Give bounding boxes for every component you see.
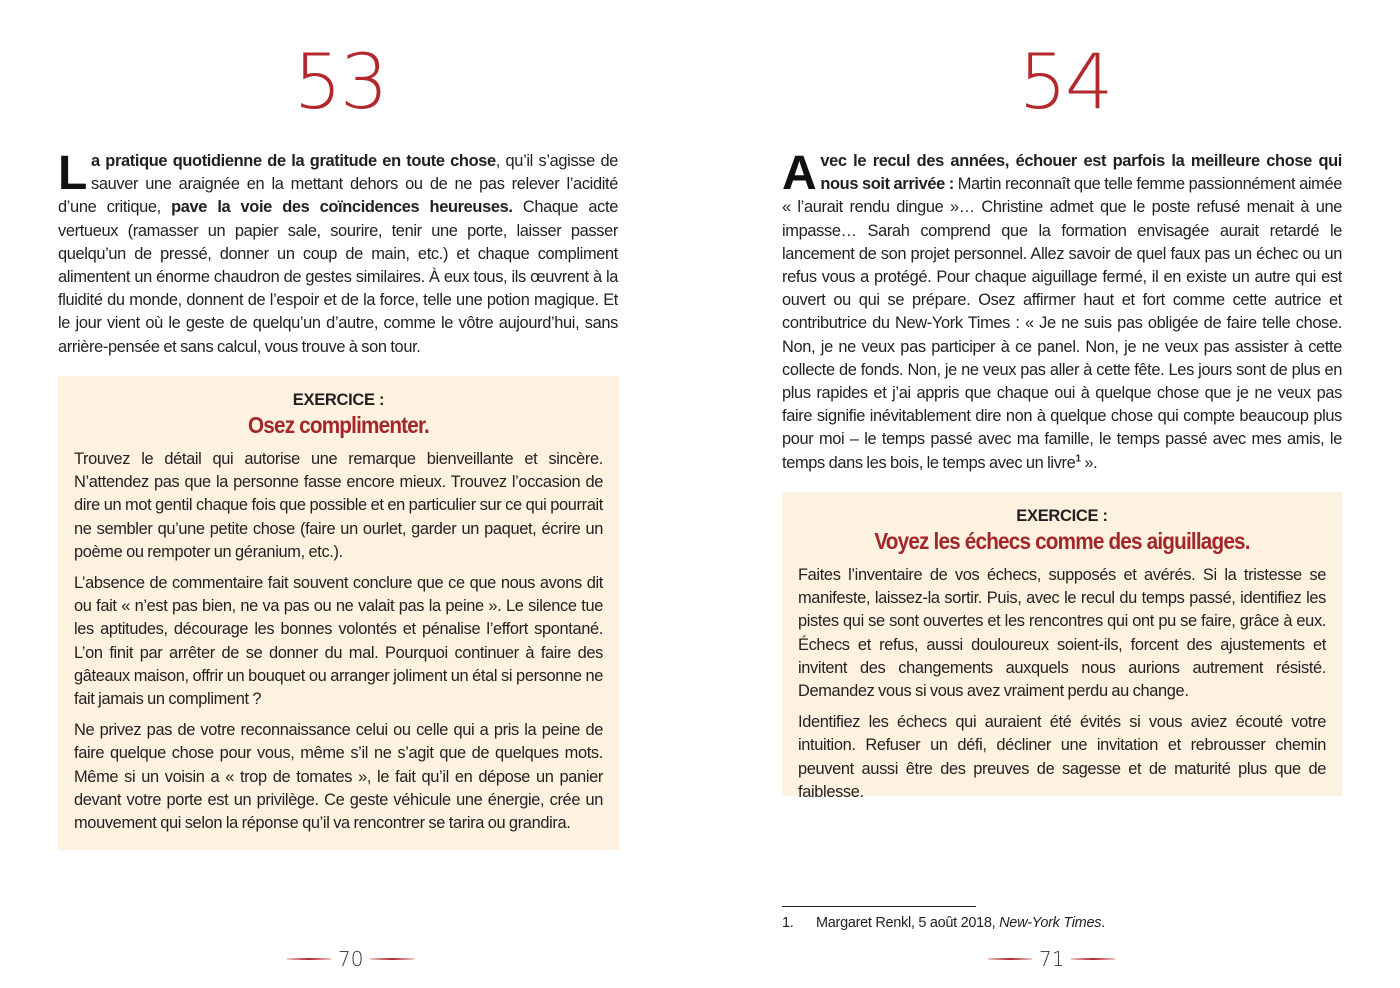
footnote xyxy=(782,914,1105,932)
exercise-paragraph: Trouvez le détail qui autorise une remarque bienveillante et sincère. N’attendez pas que la personne fasse encore mieux. Trouvez l’occasion de dire un mot gentil chaque fois que possible et en particulier sur ce qui pourrait ne sembler qu’une petite chose (faire un ourlet, garder un paquet, écrire un poème ou rempoter un géranium, etc.). xyxy=(74,450,603,561)
intro-paragraph xyxy=(58,147,618,359)
exercise-label: EXERCICE : xyxy=(1016,507,1108,525)
drop-cap: L xyxy=(58,147,87,200)
exercise-paragraph: Ne privez pas de votre reconnaissance celui ou celle qui a pris la peine de faire quelque chose pour vous, même s’il ne s’agit que de quelques mots. Même si un voisin a « trop de tomates », le fait qu’il en dépose un panier devant votre porte est un privilège. Ce geste véhicule une énergie, crée un mouvement qui selon la réponse qu’il va rencontrer se tarira ou grandira. xyxy=(74,721,603,833)
chapter-number: 54 xyxy=(1018,37,1112,126)
page-number xyxy=(287,946,414,972)
intro-paragraph xyxy=(782,147,1342,475)
exercise-title: Voyez les échecs comme des aiguillages. xyxy=(874,528,1250,554)
page-number-text: 71 xyxy=(1039,947,1065,971)
folio-rule-left xyxy=(287,958,331,959)
intro-text: Chaque acte vertueux (ramasser un papier sale, sourire, tenir une porte, laisser passer quelqu’un de pressé, donner un coup de main, etc.) et chaque compliment alimentent un énorme chaudron de gestes similaires. À eux tous, ils œuvrent à la fluidité du monde, donnent de l’espoir et de la force, telle une potion magique. Et le jour vient où le geste de quelqu’un d’autre, comme le vôtre aujourd’hui, sans arrière-pensée et sans calcul, vous trouve à son tour. xyxy=(58,198,618,356)
footnote-end: . xyxy=(1101,915,1105,931)
exercise-box xyxy=(58,376,619,850)
intro-bold-mid: pave la voie des coïncidences heureuses. xyxy=(171,198,513,217)
folio-rule-right xyxy=(1071,958,1115,959)
right-page xyxy=(700,0,1400,988)
exercise-label: EXERCICE : xyxy=(292,391,385,409)
intro-bold-lead: a pratique quotidienne de la gratitude en toute chose xyxy=(90,152,496,170)
intro-bold-lead: vec le recul des années, échouer est parfois la meilleure chose qui nous soit arrivée : xyxy=(820,152,1342,194)
folio-rule-right xyxy=(370,958,414,959)
page-number xyxy=(988,946,1115,972)
footnote-source: New-York Times xyxy=(999,915,1102,931)
intro-text: Martin reconnaît que telle femme passionnément aimée « l’aurait rendu dingue »… Christine admet que le poste refusé menait à une impasse… Sarah comprend que la formation envisagée aurait retardé le lancement de son projet personnel. Allez savoir de quel faux pas un échec ou un refus vous a protégé. Pour chaque aiguillage fermé, il en existe un autre qui est ouvert ou qui se prépare. Osez affirmer haut et fort comme cette autrice et contributrice du New-York Times : « Je ne suis pas obligée de faire telle chose. Non, je ne veux pas participer à ce panel. Non, je ne veux pas assister à cette collecte de fonds. Non, je ne veux pas aller à cette fête. Les jours sont de plus en plus rapides et j’ai appris que chaque oui à quelque chose que je ne veux pas faire signifie inévitablement dire non à quelque chose qui compte beaucoup plus pour moi – le temps passé avec ma famille, le temps passé avec mes amis, le temps dans les bois, le temps avec un livre xyxy=(782,175,1342,472)
page-number-text: 70 xyxy=(338,947,364,971)
footnote-text: Margaret Renkl, 5 août 2018, xyxy=(816,915,1000,931)
chapter-number: 53 xyxy=(293,37,387,126)
exercise-paragraph: Identifiez les échecs qui auraient été évités si vous aviez écouté votre intuition. Refuser un défi, décliner une invitation et rebrousser chemin peuvent aussi être des preuves de sagesse et de maturité plus que de faiblesse. xyxy=(798,713,1326,801)
drop-cap: A xyxy=(782,147,817,200)
folio-rule-left xyxy=(988,958,1032,959)
exercise-box xyxy=(782,492,1342,801)
exercise-title: Osez complimenter. xyxy=(247,412,429,438)
footnote-reference[interactable]: 1 xyxy=(1075,453,1081,465)
footnote-divider xyxy=(782,906,976,907)
intro-text: , qu’il s’agisse de sauver une araignée en la mettant dehors ou de ne pas relever l’acidité d’une critique, xyxy=(58,152,618,217)
exercise-paragraph: L’absence de commentaire fait souvent conclure que ce que nous avons dit ou fait « n’est pas bien, ne va pas ou ne valait pas la peine ». Le silence tue les aptitudes, décourage les bonnes volontés et pénalise l’effort spontané. L’on finit par arrêter de se donner du mal. Pourquoi continuer à faire des gâteaux maison, offrir un bouquet ou arranger joliment un étal si personne ne fait jamais un compliment ? xyxy=(74,574,603,709)
exercise-paragraph: Faites l’inventaire de vos échecs, supposés et avérés. Si la tristesse se manifeste, laissez-la sortir. Puis, avec le recul du temps passé, identifiez les pistes qui se sont ouvertes et les rencontres qui ont pu se faire, grâce à eux. Échecs et refus, aussi douloureux soient-ils, forcent des ajustements et invitent des changements auxquels nous aurions autrement résisté. Demandez vous si vous avez vraiment perdu au change. xyxy=(798,566,1326,701)
footnote-number: 1. xyxy=(782,915,794,931)
intro-text-end: ». xyxy=(1080,453,1098,472)
